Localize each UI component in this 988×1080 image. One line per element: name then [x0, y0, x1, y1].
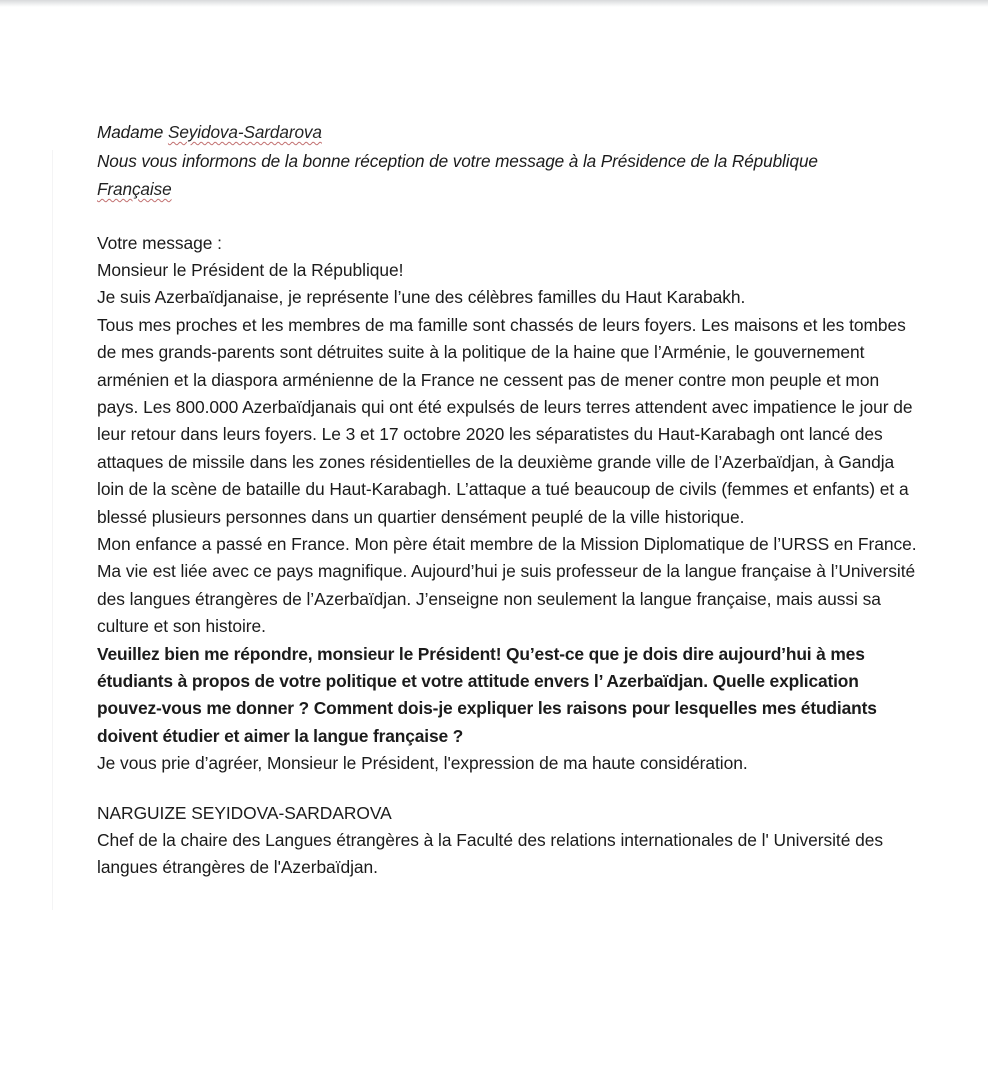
signature-spacer	[97, 778, 921, 800]
signature-name: NARGUIZE SEYIDOVA-SARDAROVA	[97, 802, 392, 823]
acknowledgement-block	[97, 118, 921, 204]
message-label: Votre message :	[97, 232, 222, 253]
acknowledgement-text-line: Nous vous informons de la bonne réception de votre message à la Présidence de la République	[97, 150, 818, 171]
message-body	[97, 230, 921, 882]
message-bold-question-paragraph: Veuillez bien me répondre, monsieur le Président! Qu’est-ce que je dois dire aujourd’hui à mes étudiants à propos de votre politique et votre attitude envers l’ Azerbaïdjan. Quelle explication pouvez-vous me donner ? Comment dois-je expliquer les raisons pour lesquelles mes étudiants doivent étudier et aimer la langue française ?	[97, 643, 877, 746]
acknowledgement-francaise-word: Française	[97, 179, 172, 199]
acknowledgement-closing-line	[97, 175, 921, 204]
signature-block	[97, 800, 921, 882]
document-body	[97, 118, 921, 882]
recipient-prefix: Madame	[97, 122, 168, 142]
message-closing-formula: Je vous prie d’agréer, Monsieur le Président, l'expression de ma haute considération.	[97, 753, 748, 774]
recipient-name: Seyidova-Sardarova	[167, 122, 322, 142]
message-salutation: Monsieur le Président de la République!	[97, 259, 404, 280]
message-paragraph-3: Mon enfance a passé en France. Mon père était membre de la Mission Diplomatique de l’URSS en France. Ma vie est liée avec ce pays magnifique. Aujourd’hui je suis professeur de la langue française à l’Université des langues étrangères de l’Azerbaïdjan. J’enseigne non seulement la langue française, mais aussi sa culture et son histoire.	[97, 533, 917, 637]
message-paragraph-1: Je suis Azerbaïdjanaise, je représente l’une des célèbres familles du Haut Karabakh.	[97, 287, 746, 308]
signature-title: Chef de la chaire des Langues étrangères à la Faculté des relations internationales de l' Université des langues étrangères de l'Azerbaïdjan.	[97, 830, 883, 878]
acknowledgement-recipient-line	[97, 118, 921, 147]
message-paragraph-2: Tous mes proches et les membres de ma famille sont chassés de leurs foyers. Les maisons et les tombes de mes grands-parents sont détruites suite à la politique de la haine que l’Arménie, le gouvernement arménien et la diaspora arménienne de la France ne cessent pas de mener contre mon peuple et mon pays. Les 800.000 Azerbaïdjanais qui ont été expulsés de leurs terres attendent avec impatience le jour de leur retour dans leurs foyers. Le 3 et 17 octobre 2020 les séparatistes du Haut-Karabagh ont lancé des attaques de missile dans les zones résidentielles de la deuxième grande ville de l’Azerbaïdjan, à Gandja loin de la scène de bataille du Haut-Karabagh. L’attaque a tué beaucoup de civils (femmes et enfants) et a blessé plusieurs personnes dans un quartier densément peuplé de la ville historique.	[97, 314, 913, 527]
